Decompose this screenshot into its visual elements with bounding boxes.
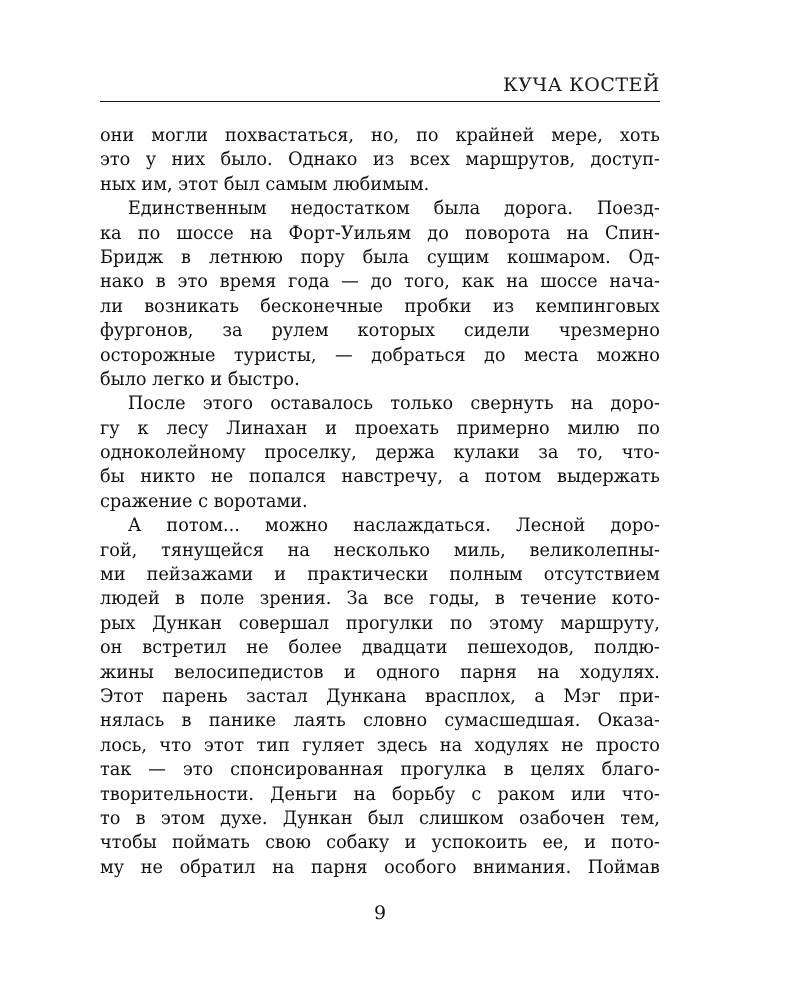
header-rule	[100, 101, 660, 102]
running-title: КУЧА КОСТЕЙ	[503, 74, 660, 96]
page-number: 9	[373, 902, 387, 924]
text-line: ка по шоссе на Форт-Уильям до поворота на Спин-	[100, 221, 660, 244]
text-line: рых Дункан совершал прогулки по этому маршруту,	[100, 611, 660, 634]
body-text	[100, 123, 660, 879]
text-line: гу к лесу Линахан и проехать примерно милю по	[100, 416, 660, 439]
text-line: это у них было. Однако из всех маршрутов, доступ-	[100, 148, 660, 171]
text-line: он встретил не более двадцати пешеходов, полдю-	[100, 636, 660, 659]
text-line: было легко и быстро.	[100, 367, 300, 390]
text-line: гой, тянущейся на несколько миль, великолепны-	[100, 538, 660, 561]
text-line: людей в поле зрения. За все годы, в течение кото-	[100, 587, 660, 610]
text-line: му не обратил на парня особого внимания. Поймав	[100, 855, 660, 878]
text-line: одноколейному проселку, держа кулаки за то, что-	[100, 441, 660, 464]
text-line: Единственным недостатком была дорога. Поезд-	[127, 197, 660, 220]
text-line: лось, что этот тип гуляет здесь на ходулях не просто	[100, 733, 660, 756]
text-line: А потом... можно наслаждаться. Лесной доро-	[127, 514, 660, 537]
text-line: сражение с воротами.	[100, 489, 308, 512]
text-line: то в этом духе. Дункан был слишком озабочен тем,	[100, 806, 660, 829]
text-line: После этого оставалось только свернуть на доро-	[127, 392, 660, 415]
text-line: бы никто не попался навстречу, а потом выдержать	[100, 465, 660, 488]
text-line: ных им, этот был самым любимым.	[100, 172, 430, 195]
text-line: фургонов, за рулем которых сидели чрезмерно	[100, 319, 660, 342]
text-line: осторожные туристы, — добраться до места можно	[100, 343, 660, 366]
text-line: нялась в панике лаять словно сумасшедшая. Оказа-	[100, 709, 660, 732]
text-line: нако в это время года — до того, как на шоссе нача-	[100, 270, 660, 293]
text-line: чтобы поймать свою собаку и успокоить ее, и пото-	[100, 831, 660, 854]
text-line: ми пейзажами и практически полным отсутствием	[100, 563, 660, 586]
text-line: творительности. Деньги на борьбу с раком или что-	[100, 782, 660, 805]
text-line: Бридж в летнюю пору была сущим кошмаром. Од-	[100, 245, 660, 268]
text-line: Этот парень застал Дункана врасплох, а Мэг при-	[100, 684, 660, 707]
text-line: так — это спонсированная прогулка в целях благо-	[100, 758, 660, 781]
text-line: они могли похвастаться, но, по крайней мере, хоть	[100, 124, 660, 146]
text-line: ли возникать бесконечные пробки из кемпинговых	[100, 294, 660, 317]
text-line: жины велосипедистов и одного парня на ходулях.	[100, 660, 660, 683]
